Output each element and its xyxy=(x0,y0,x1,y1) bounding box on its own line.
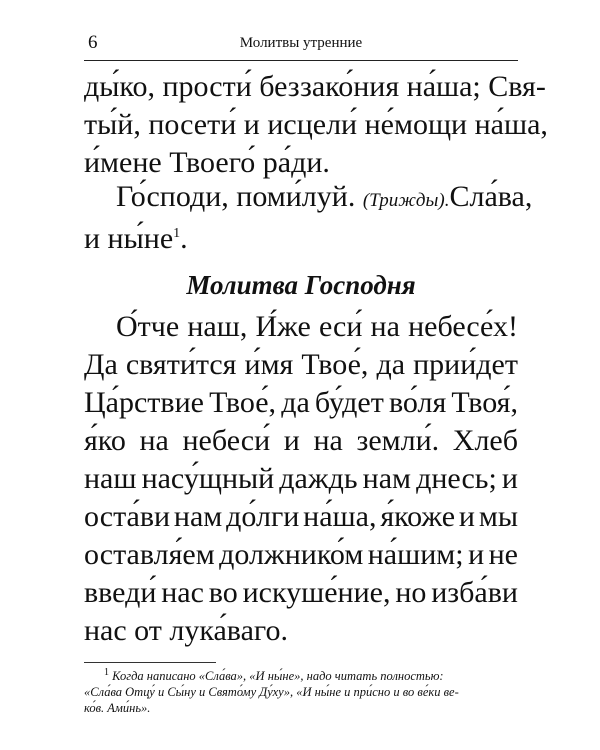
text-line: и́мене Твоего́ ра́ди. xyxy=(84,146,330,179)
word: на xyxy=(139,424,169,457)
word: введи́ xyxy=(84,576,157,609)
word: я́ко xyxy=(84,424,126,457)
word: искуше́ние, xyxy=(242,576,391,609)
text-line xyxy=(84,460,518,498)
word: и xyxy=(501,462,518,495)
text-line: «Сла́ва Отцу́ и Сы́ну и Свято́му Ду́ху», «И ны́не и при́сно и во ве́ки ве- xyxy=(84,685,459,699)
word: бу́дет xyxy=(314,386,384,419)
text-line: нас от лука́ваго. xyxy=(84,614,288,647)
word: небесе́х! xyxy=(408,310,518,343)
footnote-mark: 1 xyxy=(104,666,109,678)
word: святи́тся xyxy=(125,348,237,381)
text-line: ко́в. Ами́нь». xyxy=(84,701,151,715)
footnote-divider xyxy=(84,662,216,663)
footnote xyxy=(84,668,518,716)
word: на xyxy=(370,310,400,343)
word: Ца́рствие xyxy=(84,386,204,419)
word: во xyxy=(208,576,238,609)
word: наш xyxy=(84,462,137,495)
text-line xyxy=(84,422,518,460)
text-line xyxy=(84,220,518,258)
footnote-reference: 1 xyxy=(173,226,181,241)
word: Твоя́, xyxy=(451,386,518,419)
word: насу́щный xyxy=(141,462,275,495)
word: днесь; xyxy=(416,462,497,495)
word: наш, xyxy=(187,310,248,343)
text-line xyxy=(84,498,518,536)
text-line xyxy=(84,384,518,422)
word: Хлеб xyxy=(452,424,518,457)
text-line: ды́ко, прости́ беззако́ния на́ша; Свя- xyxy=(84,70,546,103)
word: да xyxy=(281,386,310,419)
text-span: Когда написано «Сла́ва», «И ны́не», надо читать полностью: xyxy=(112,669,444,683)
word: Да xyxy=(84,348,118,381)
text-span: . xyxy=(180,222,188,255)
word: Твое́, xyxy=(209,386,277,419)
word: и xyxy=(468,538,485,571)
text-line xyxy=(84,536,518,574)
word: и xyxy=(283,424,300,457)
text-line xyxy=(84,178,533,220)
word: на́шим; xyxy=(367,538,464,571)
word: до́лги xyxy=(226,500,300,533)
word: нас xyxy=(161,576,204,609)
prayer-title: Молитва Господня xyxy=(186,270,416,300)
word: даждь xyxy=(279,462,358,495)
word: и xyxy=(458,500,475,533)
paragraph-continued xyxy=(84,68,548,182)
running-header xyxy=(84,30,518,61)
word: нам xyxy=(362,462,411,495)
text-span: Го́споди, поми́луй. xyxy=(116,180,356,213)
page-number: 6 xyxy=(88,32,98,53)
rubric: (Трижды). xyxy=(362,190,450,211)
word: оставля́ем xyxy=(84,538,215,571)
paragraph-gospodi-pomiluy xyxy=(84,178,533,258)
word: земли́. xyxy=(356,424,440,457)
word: изба́ви xyxy=(431,576,518,609)
word: на́ша, xyxy=(303,500,377,533)
word: не xyxy=(488,538,518,571)
word: мы xyxy=(478,500,518,533)
text-line: ты́й, посети́ и исцели́ не́мощи на́ша, xyxy=(84,108,548,141)
word: И́же xyxy=(255,310,311,343)
running-title: Молитвы утренние xyxy=(239,35,363,51)
text-line xyxy=(84,574,518,612)
word: небеси́ xyxy=(182,424,271,457)
word: и́мя xyxy=(244,348,294,381)
word: прии́дет xyxy=(413,348,518,381)
prayer-text xyxy=(84,308,518,650)
text-line xyxy=(84,346,518,384)
word: оста́ви xyxy=(84,500,171,533)
word: да xyxy=(376,348,406,381)
word: должнико́м xyxy=(219,538,364,571)
word: я́коже xyxy=(380,500,456,533)
text-line xyxy=(84,308,518,346)
word: О́тче xyxy=(116,310,180,343)
word: но xyxy=(395,576,427,609)
word: на xyxy=(313,424,343,457)
word: Твое́, xyxy=(301,348,369,381)
text-span: Сла́ва, xyxy=(449,180,533,213)
text-span: и ны́не xyxy=(84,222,174,255)
word: нам xyxy=(173,500,223,533)
text-line xyxy=(84,668,518,684)
word: еси́ xyxy=(318,310,363,343)
word: во́ля xyxy=(388,386,447,419)
